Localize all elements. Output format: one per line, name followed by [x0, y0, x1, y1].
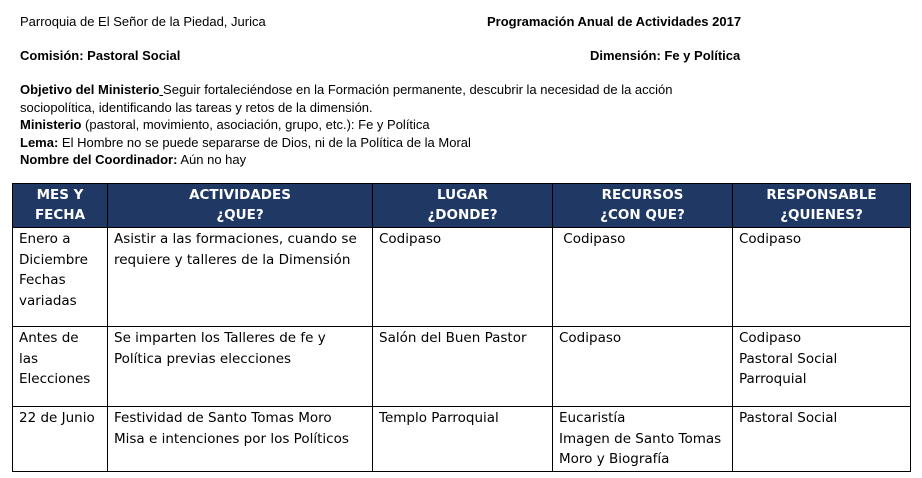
- lema-text: El Hombre no se puede separarse de Dios, ni de la Política de la Moral: [58, 134, 471, 150]
- coordinator-label: Nombre del Coordinador:: [20, 152, 178, 167]
- cell-lugar: [373, 407, 553, 472]
- cell-line: Se imparten los Talleres de fe y: [114, 330, 326, 346]
- objective-text: Seguir fortaleciéndose en la Formación permanente, descubrir la necesidad de la acción sociopolítica, identificando las tareas y retos de la dimensión.: [20, 82, 673, 115]
- cell-line: variadas: [19, 292, 77, 309]
- cell-line: Elecciones: [19, 371, 91, 387]
- cell-actividades: [108, 327, 373, 407]
- cell-fecha: [13, 327, 108, 407]
- header-line: LUGAR: [436, 187, 488, 203]
- table-row: [13, 407, 911, 472]
- header-line: ACTIVIDADES: [189, 187, 291, 203]
- cell-responsable: [733, 327, 911, 407]
- commission-label: Comisión: Pastoral Social: [20, 48, 181, 63]
- cell-line: las: [19, 350, 39, 367]
- header-line: ¿QUIENES?: [780, 207, 863, 223]
- cell-recursos: [553, 228, 733, 327]
- objective: [20, 81, 740, 116]
- cell-line: Imagen de Santo Tomas: [559, 430, 722, 447]
- cell-fecha: [13, 228, 108, 327]
- cell-line: Pastoral Social: [739, 350, 838, 367]
- header-responsable: [733, 184, 911, 228]
- header-line: FECHA: [34, 207, 86, 223]
- cell-fecha: [13, 407, 108, 472]
- header-recursos: [553, 184, 733, 228]
- cell-lugar: [373, 327, 553, 407]
- ministry-info: [20, 81, 740, 169]
- cell-line: Salón del Buen Pastor: [379, 330, 527, 346]
- cell-line: Enero a: [19, 231, 71, 247]
- lema-label: Lema:: [20, 134, 59, 150]
- header-fecha: [13, 184, 108, 228]
- header-line: RECURSOS: [601, 187, 684, 203]
- activities-table: [12, 183, 911, 472]
- cell-line: Codipaso: [739, 330, 802, 346]
- header-line: ¿DONDE?: [427, 207, 498, 223]
- cell-line: Templo Parroquial: [379, 410, 499, 426]
- cell-recursos: [553, 327, 733, 407]
- header-line: RESPONSABLE: [766, 187, 877, 203]
- cell-line: Moro y Biografía: [559, 451, 670, 467]
- objective-label: Objetivo del Ministerio: [20, 82, 160, 97]
- cell-actividades: [108, 228, 373, 327]
- ministry-text: (pastoral, movimiento, asociación, grupo, etc.): Fe y Política: [81, 117, 430, 132]
- cell-line: Festividad de Santo Tomas Moro: [114, 410, 332, 426]
- cell-line: Eucaristía: [559, 410, 626, 426]
- cell-line: Misa e intenciones por los Políticos: [114, 430, 349, 447]
- header-line: MES Y: [36, 187, 84, 203]
- cell-line: Fechas: [19, 272, 66, 288]
- cell-line: Codipaso: [379, 231, 442, 247]
- dimension-label: Dimensión: Fe y Política: [590, 48, 741, 63]
- header-line: ¿QUE?: [216, 207, 264, 223]
- ministry-label: Ministerio: [20, 117, 82, 132]
- cell-line: Codipaso: [739, 231, 802, 247]
- ministry: [20, 116, 740, 134]
- cell-recursos: [553, 407, 733, 472]
- cell-line: requiere y talleres de la Dimensión: [114, 251, 351, 268]
- cell-responsable: [733, 407, 911, 472]
- cell-line: Diciembre: [19, 251, 88, 268]
- table-row: [13, 327, 911, 407]
- cell-responsable: [733, 228, 911, 327]
- cell-lugar: [373, 228, 553, 327]
- coordinator-text: Aún no hay: [177, 152, 247, 167]
- cell-line: Codipaso: [559, 231, 626, 247]
- cell-line: Parroquial: [739, 371, 807, 387]
- cell-line: Política previas elecciones: [114, 350, 292, 367]
- coordinator: [20, 151, 740, 169]
- cell-line: Pastoral Social: [739, 410, 838, 426]
- cell-line: 22 de Junio: [19, 410, 95, 426]
- cell-line: Codipaso: [559, 330, 622, 346]
- cell-line: Asistir a las formaciones, cuando se: [114, 231, 357, 247]
- cell-line: Antes de: [19, 330, 79, 346]
- cell-actividades: [108, 407, 373, 472]
- header-actividades: [108, 184, 373, 228]
- lema: [20, 134, 740, 152]
- header-line: ¿CON QUE?: [600, 207, 685, 223]
- header-lugar: [373, 184, 553, 228]
- program-title: Programación Anual de Actividades 2017: [487, 14, 742, 29]
- table-header-row: [13, 184, 911, 228]
- table-row: [13, 228, 911, 327]
- parish-name: Parroquia de El Señor de la Piedad, Jurica: [20, 14, 266, 29]
